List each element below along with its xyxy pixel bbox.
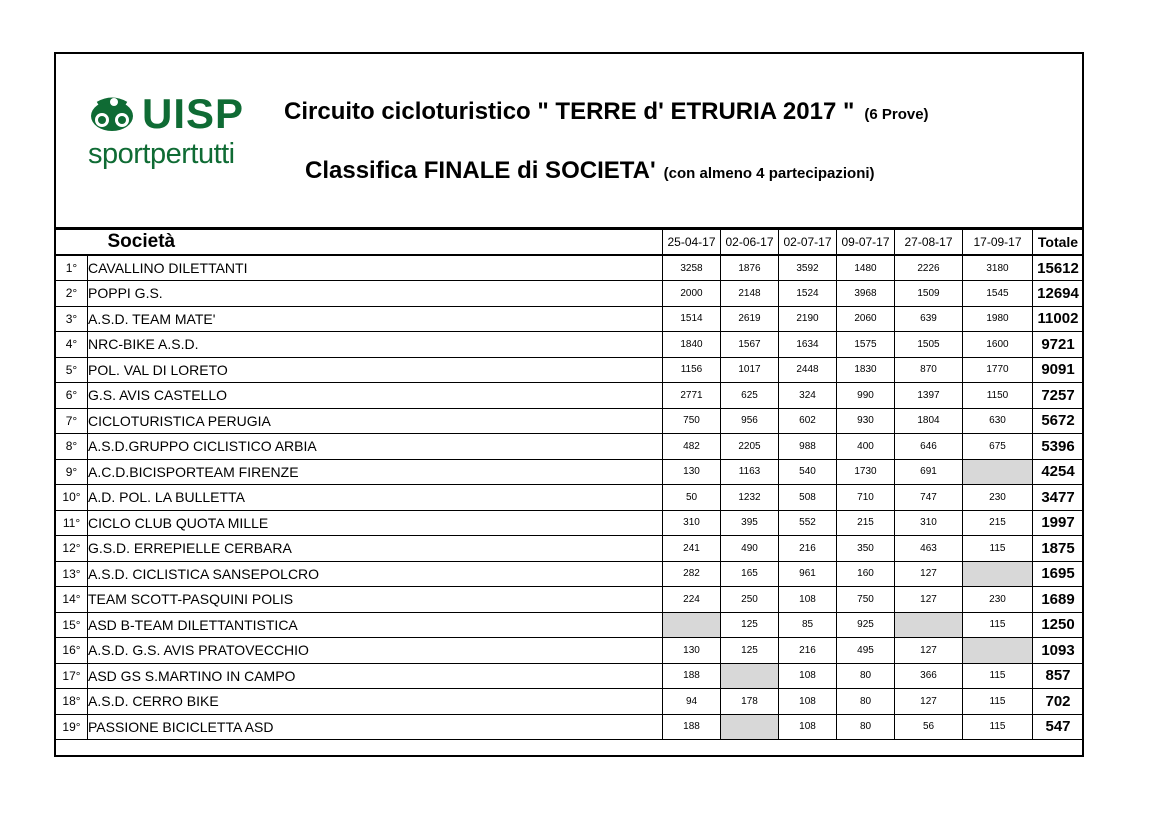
table-row: [56, 510, 1084, 536]
row-position: 18°: [56, 689, 88, 715]
row-team-name: CAVALLINO DILETTANTI: [88, 255, 663, 281]
row-team-name: G.S. AVIS CASTELLO: [88, 383, 663, 409]
row-total: 702: [1033, 689, 1084, 715]
row-score: 241: [663, 536, 721, 562]
row-score: 115: [963, 536, 1033, 562]
row-position: 3°: [56, 306, 88, 332]
row-score: 2205: [721, 434, 779, 460]
row-score: 310: [663, 510, 721, 536]
row-score: 2190: [779, 306, 837, 332]
row-score: 2619: [721, 306, 779, 332]
row-team-name: A.D. POL. LA BULLETTA: [88, 485, 663, 511]
row-score: 115: [963, 612, 1033, 638]
ranking-table: [55, 229, 1084, 740]
row-score: 1876: [721, 255, 779, 281]
title-main: Circuito cicloturistico " TERRE d' ETRURIA 2017 ": [284, 98, 855, 125]
header-totale: Totale: [1033, 230, 1084, 256]
row-score: 230: [963, 587, 1033, 613]
row-score: [963, 561, 1033, 587]
row-position: 8°: [56, 434, 88, 460]
table-header-row: [56, 230, 1084, 256]
title-note: (6 Prove): [864, 106, 929, 123]
row-score: 1480: [837, 255, 895, 281]
row-score: 127: [895, 587, 963, 613]
row-score: 508: [779, 485, 837, 511]
row-score: 2000: [663, 281, 721, 307]
row-score: 747: [895, 485, 963, 511]
row-position: 7°: [56, 408, 88, 434]
row-total: 9091: [1033, 357, 1084, 383]
subtitle-note: (con almeno 4 partecipazioni): [663, 165, 875, 182]
row-position: 1°: [56, 255, 88, 281]
row-score: 50: [663, 485, 721, 511]
row-score: 625: [721, 383, 779, 409]
row-score: 990: [837, 383, 895, 409]
row-position: 5°: [56, 357, 88, 383]
row-score: [721, 663, 779, 689]
row-total: 1689: [1033, 587, 1084, 613]
row-score: 691: [895, 459, 963, 485]
row-score: 1524: [779, 281, 837, 307]
row-team-name: POL. VAL DI LORETO: [88, 357, 663, 383]
row-score: 630: [963, 408, 1033, 434]
row-score: 710: [837, 485, 895, 511]
row-score: 750: [837, 587, 895, 613]
row-score: 870: [895, 357, 963, 383]
row-score: 56: [895, 714, 963, 740]
row-team-name: A.S.D. TEAM MATE': [88, 306, 663, 332]
row-team-name: CICLOTURISTICA PERUGIA: [88, 408, 663, 434]
row-team-name: ASD B-TEAM DILETTANTISTICA: [88, 612, 663, 638]
page-subtitle: [305, 157, 875, 185]
row-position: 15°: [56, 612, 88, 638]
table-row: [56, 485, 1084, 511]
row-team-name: NRC-BIKE A.S.D.: [88, 332, 663, 358]
row-score: 2148: [721, 281, 779, 307]
row-score: 125: [721, 612, 779, 638]
table-row: [56, 536, 1084, 562]
header-date: 09-07-17: [837, 230, 895, 256]
row-score: 215: [963, 510, 1033, 536]
row-score: 463: [895, 536, 963, 562]
row-score: 1397: [895, 383, 963, 409]
row-score: 1232: [721, 485, 779, 511]
row-score: 1156: [663, 357, 721, 383]
header-societa: Società: [56, 230, 663, 256]
row-score: 1150: [963, 383, 1033, 409]
row-score: 639: [895, 306, 963, 332]
row-score: 115: [963, 689, 1033, 715]
row-score: 3258: [663, 255, 721, 281]
row-score: 1514: [663, 306, 721, 332]
row-score: [721, 714, 779, 740]
row-team-name: G.S.D. ERREPIELLE CERBARA: [88, 536, 663, 562]
cyclist-emblem-icon: [88, 94, 136, 134]
row-score: [963, 638, 1033, 664]
row-score: 108: [779, 663, 837, 689]
row-score: 324: [779, 383, 837, 409]
row-score: 495: [837, 638, 895, 664]
row-team-name: ASD GS S.MARTINO IN CAMPO: [88, 663, 663, 689]
row-score: 108: [779, 587, 837, 613]
row-team-name: POPPI G.S.: [88, 281, 663, 307]
row-score: 282: [663, 561, 721, 587]
row-score: 3180: [963, 255, 1033, 281]
table-row: [56, 383, 1084, 409]
row-score: 1567: [721, 332, 779, 358]
row-score: 395: [721, 510, 779, 536]
row-total: 1997: [1033, 510, 1084, 536]
row-score: 350: [837, 536, 895, 562]
table-row: [56, 663, 1084, 689]
row-position: 11°: [56, 510, 88, 536]
table-row: [56, 434, 1084, 460]
uisp-logo: [88, 90, 245, 170]
row-score: 108: [779, 689, 837, 715]
row-total: 7257: [1033, 383, 1084, 409]
row-score: 988: [779, 434, 837, 460]
row-score: 1017: [721, 357, 779, 383]
row-score: 675: [963, 434, 1033, 460]
row-total: 5396: [1033, 434, 1084, 460]
row-score: 1575: [837, 332, 895, 358]
row-score: 178: [721, 689, 779, 715]
table-row: [56, 357, 1084, 383]
row-score: [895, 612, 963, 638]
row-score: 108: [779, 714, 837, 740]
row-score: 2771: [663, 383, 721, 409]
row-team-name: A.C.D.BICISPORTEAM FIRENZE: [88, 459, 663, 485]
row-score: 94: [663, 689, 721, 715]
row-score: 130: [663, 638, 721, 664]
row-position: 19°: [56, 714, 88, 740]
row-total: 1875: [1033, 536, 1084, 562]
header-date: 02-06-17: [721, 230, 779, 256]
row-score: 115: [963, 663, 1033, 689]
row-score: 1163: [721, 459, 779, 485]
row-score: 482: [663, 434, 721, 460]
subtitle-main: Classifica FINALE di SOCIETA': [305, 157, 656, 184]
row-team-name: PASSIONE BICICLETTA ASD: [88, 714, 663, 740]
row-total: 4254: [1033, 459, 1084, 485]
row-score: 1770: [963, 357, 1033, 383]
row-score: 165: [721, 561, 779, 587]
row-total: 1695: [1033, 561, 1084, 587]
table-row: [56, 408, 1084, 434]
row-score: 602: [779, 408, 837, 434]
row-score: 310: [895, 510, 963, 536]
row-score: 540: [779, 459, 837, 485]
row-total: 15612: [1033, 255, 1084, 281]
row-score: 80: [837, 714, 895, 740]
row-score: 230: [963, 485, 1033, 511]
row-total: 547: [1033, 714, 1084, 740]
row-score: 956: [721, 408, 779, 434]
row-total: 9721: [1033, 332, 1084, 358]
header-date: 25-04-17: [663, 230, 721, 256]
row-score: 925: [837, 612, 895, 638]
row-position: 17°: [56, 663, 88, 689]
row-score: 80: [837, 689, 895, 715]
row-score: 250: [721, 587, 779, 613]
row-score: [963, 459, 1033, 485]
header-date: 02-07-17: [779, 230, 837, 256]
row-score: 125: [721, 638, 779, 664]
row-score: 2060: [837, 306, 895, 332]
row-score: 1980: [963, 306, 1033, 332]
table-row: [56, 306, 1084, 332]
row-position: 2°: [56, 281, 88, 307]
row-score: 750: [663, 408, 721, 434]
row-position: 4°: [56, 332, 88, 358]
row-score: 160: [837, 561, 895, 587]
row-score: 85: [779, 612, 837, 638]
row-team-name: A.S.D.GRUPPO CICLISTICO ARBIA: [88, 434, 663, 460]
row-score: 3968: [837, 281, 895, 307]
row-total: 1093: [1033, 638, 1084, 664]
table-row: [56, 714, 1084, 740]
row-score: 930: [837, 408, 895, 434]
row-total: 5672: [1033, 408, 1084, 434]
row-position: 12°: [56, 536, 88, 562]
table-row: [56, 332, 1084, 358]
row-score: 215: [837, 510, 895, 536]
row-score: [663, 612, 721, 638]
row-score: 552: [779, 510, 837, 536]
row-score: 127: [895, 561, 963, 587]
row-team-name: TEAM SCOTT-PASQUINI POLIS: [88, 587, 663, 613]
table-row: [56, 561, 1084, 587]
row-total: 3477: [1033, 485, 1084, 511]
row-score: 1545: [963, 281, 1033, 307]
row-score: 1600: [963, 332, 1033, 358]
row-score: 188: [663, 663, 721, 689]
row-score: 127: [895, 689, 963, 715]
row-score: 80: [837, 663, 895, 689]
row-score: 1634: [779, 332, 837, 358]
logo-brand: UISP: [142, 90, 245, 137]
table-row: [56, 281, 1084, 307]
row-score: 1730: [837, 459, 895, 485]
row-score: 400: [837, 434, 895, 460]
logo-tagline: sportpertutti: [88, 138, 235, 170]
row-total: 1250: [1033, 612, 1084, 638]
row-score: 127: [895, 638, 963, 664]
table-row: [56, 587, 1084, 613]
table-row: [56, 459, 1084, 485]
row-position: 16°: [56, 638, 88, 664]
page-title: [284, 98, 929, 126]
table-row: [56, 689, 1084, 715]
row-position: 9°: [56, 459, 88, 485]
row-position: 10°: [56, 485, 88, 511]
row-total: 11002: [1033, 306, 1084, 332]
row-position: 13°: [56, 561, 88, 587]
table-row: [56, 255, 1084, 281]
row-score: 1840: [663, 332, 721, 358]
row-position: 14°: [56, 587, 88, 613]
row-score: 961: [779, 561, 837, 587]
row-score: 130: [663, 459, 721, 485]
row-score: 1804: [895, 408, 963, 434]
row-total: 12694: [1033, 281, 1084, 307]
row-score: 366: [895, 663, 963, 689]
row-score: 188: [663, 714, 721, 740]
row-score: 115: [963, 714, 1033, 740]
row-team-name: A.S.D. G.S. AVIS PRATOVECCHIO: [88, 638, 663, 664]
row-position: 6°: [56, 383, 88, 409]
row-team-name: CICLO CLUB QUOTA MILLE: [88, 510, 663, 536]
row-score: 1509: [895, 281, 963, 307]
row-score: 2226: [895, 255, 963, 281]
row-team-name: A.S.D. CERRO BIKE: [88, 689, 663, 715]
table-row: [56, 638, 1084, 664]
header-date: 27-08-17: [895, 230, 963, 256]
row-score: 646: [895, 434, 963, 460]
row-score: 490: [721, 536, 779, 562]
row-team-name: A.S.D. CICLISTICA SANSEPOLCRO: [88, 561, 663, 587]
row-score: 216: [779, 638, 837, 664]
row-total: 857: [1033, 663, 1084, 689]
row-score: 3592: [779, 255, 837, 281]
row-score: 1505: [895, 332, 963, 358]
row-score: 1830: [837, 357, 895, 383]
row-score: 2448: [779, 357, 837, 383]
row-score: 224: [663, 587, 721, 613]
table-row: [56, 612, 1084, 638]
header-date: 17-09-17: [963, 230, 1033, 256]
row-score: 216: [779, 536, 837, 562]
